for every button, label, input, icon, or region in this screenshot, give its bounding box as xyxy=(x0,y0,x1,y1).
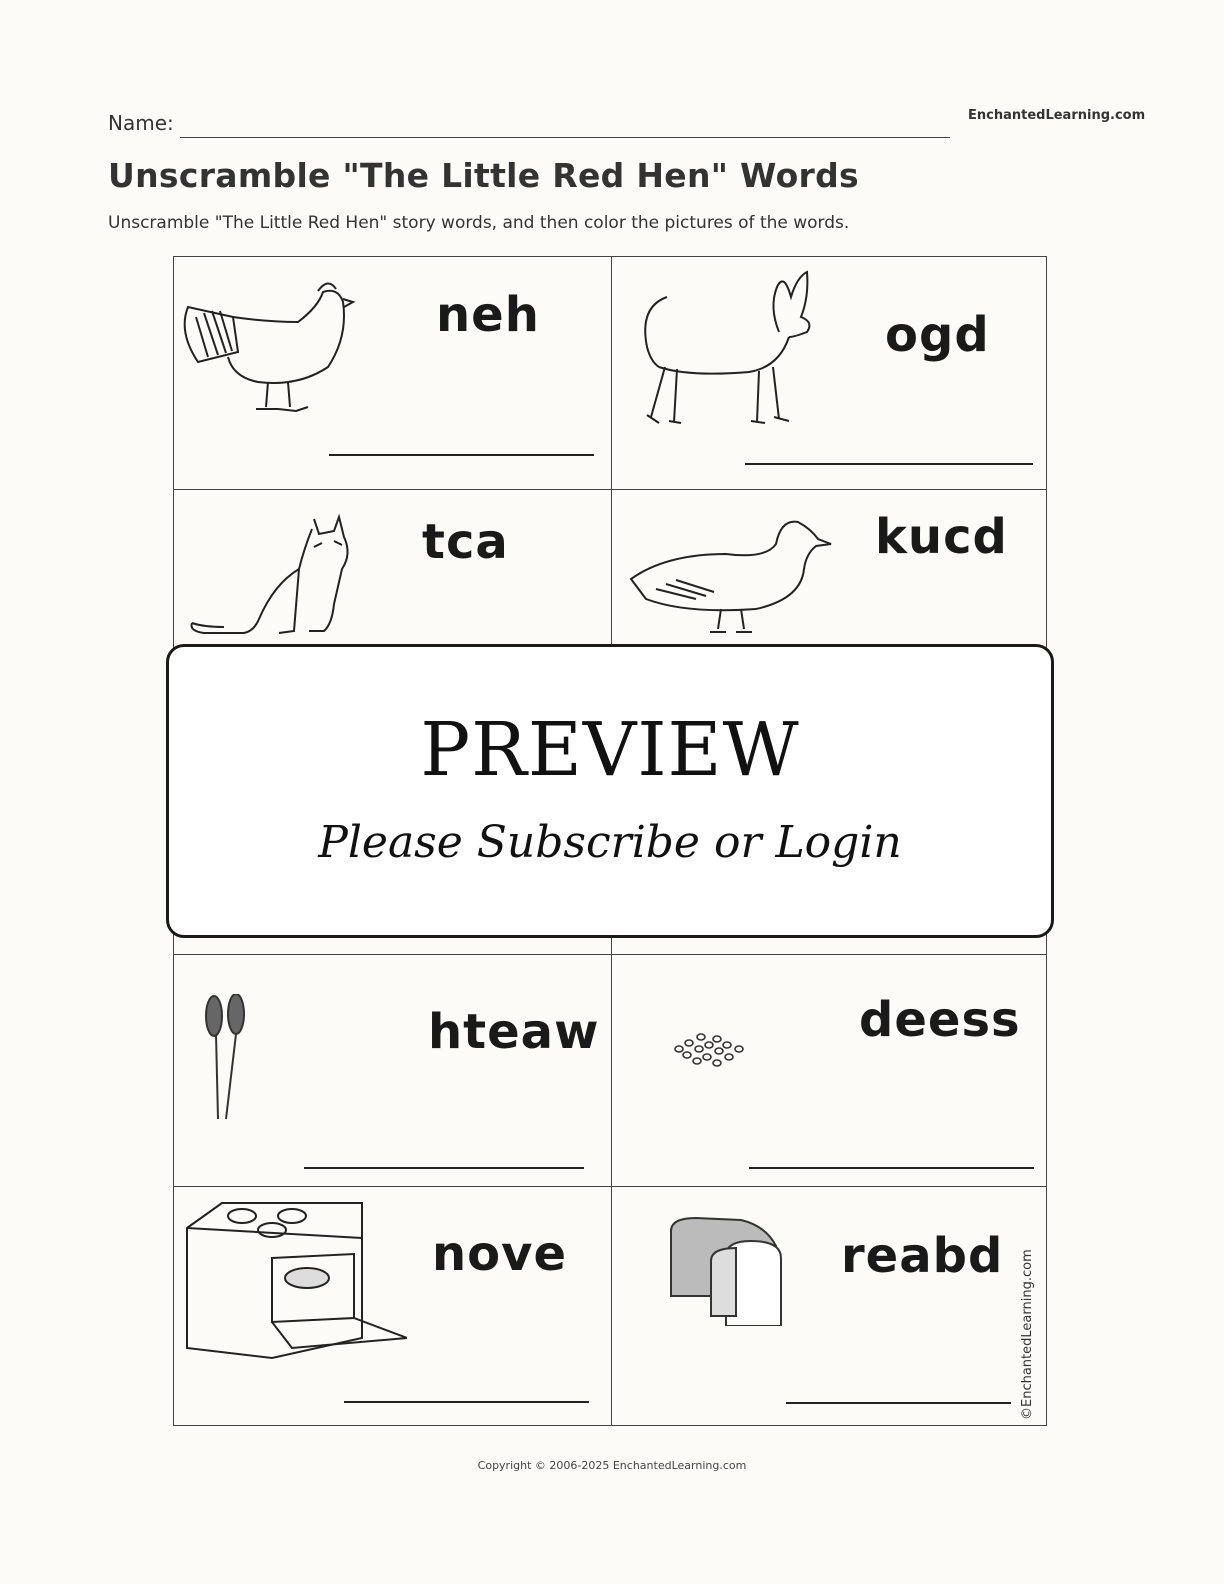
answer-line[interactable] xyxy=(304,1167,584,1169)
preview-title: PREVIEW xyxy=(420,707,800,793)
name-field-line[interactable] xyxy=(180,137,950,138)
scrambled-word: hteaw xyxy=(428,1004,600,1060)
scrambled-word: ogd xyxy=(885,307,990,363)
word-cell-bread xyxy=(611,1186,1047,1418)
duck-icon xyxy=(626,514,836,639)
bread-icon xyxy=(666,1216,791,1326)
seeds-icon xyxy=(671,1029,751,1069)
answer-line[interactable] xyxy=(749,1167,1034,1169)
answer-line[interactable] xyxy=(745,463,1033,465)
word-cell-hen xyxy=(174,257,610,489)
word-cell-oven xyxy=(174,1186,610,1418)
cat-icon xyxy=(184,509,359,639)
subscribe-login-link[interactable]: Please Subscribe or Login xyxy=(318,817,902,868)
scrambled-word: nove xyxy=(432,1226,567,1282)
scrambled-word: kucd xyxy=(875,509,1008,565)
answer-line[interactable] xyxy=(344,1401,589,1403)
word-cell-seeds xyxy=(611,954,1047,1186)
scrambled-word: neh xyxy=(436,287,540,343)
scrambled-word: deess xyxy=(859,992,1021,1048)
copyright: Copyright © 2006-2025 EnchantedLearning.com xyxy=(477,1459,747,1472)
word-cell-wheat xyxy=(174,954,610,1186)
word-cell-dog xyxy=(611,257,1047,489)
instructions: Unscramble "The Little Red Hen" story words, and then color the pictures of the words. xyxy=(108,213,850,233)
name-label: Name: xyxy=(108,111,174,135)
dog-icon xyxy=(629,267,819,437)
hen-icon xyxy=(178,277,358,427)
answer-line[interactable] xyxy=(329,454,594,456)
oven-icon xyxy=(182,1198,407,1363)
scrambled-word: tca xyxy=(422,514,509,570)
side-brand-credit: ©EnchantedLearning.com xyxy=(1020,1249,1035,1420)
site-brand[interactable]: EnchantedLearning.com xyxy=(968,108,1146,123)
answer-line[interactable] xyxy=(786,1402,1011,1404)
page-title: Unscramble "The Little Red Hen" Words xyxy=(108,156,859,195)
wheat-icon xyxy=(194,994,254,1124)
scrambled-word: reabd xyxy=(841,1228,1004,1284)
preview-overlay[interactable] xyxy=(166,644,1054,938)
